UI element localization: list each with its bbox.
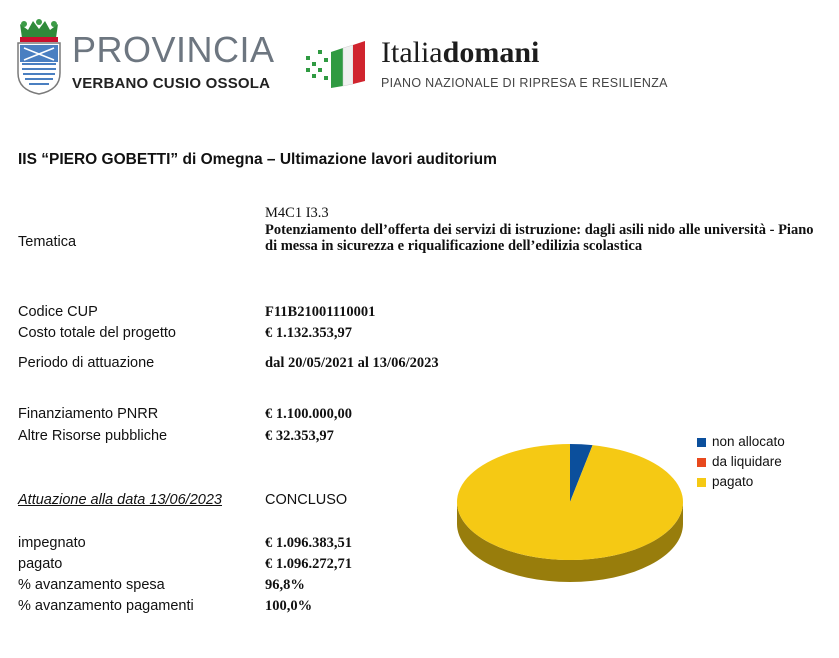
- legend-label: non allocato: [712, 434, 785, 449]
- legend-label: pagato: [712, 474, 754, 489]
- provincia-subtitle: VERBANO CUSIO OSSOLA: [72, 75, 271, 92]
- chart-legend: [697, 432, 785, 492]
- av-spesa-value: 96,8%: [265, 577, 305, 593]
- pagato-value: € 1.096.272,71: [265, 556, 352, 572]
- impegnato-label: impegnato: [18, 535, 86, 551]
- periodo-label: Periodo di attuazione: [18, 355, 155, 371]
- legend-label: da liquidare: [712, 454, 782, 469]
- legend-item-pagato: [697, 472, 785, 492]
- periodo-value: dal 20/05/2021 al 13/06/2023: [265, 355, 439, 371]
- provincia-crest-icon: [10, 18, 68, 96]
- italiadomani-subtitle: PIANO NAZIONALE DI RIPRESA E RESILIENZA: [381, 76, 668, 90]
- project-title: IIS “PIERO GOBETTI” di Omegna – Ultimazione lavori auditorium: [18, 151, 497, 168]
- italia-flag-icon: [303, 38, 373, 94]
- pnrr-value: € 1.100.000,00: [265, 406, 352, 422]
- cup-value: F11B21001110001: [265, 304, 376, 320]
- av-spesa-label: % avanzamento spesa: [18, 577, 165, 593]
- provincia-wordmark: PROVINCIA: [72, 29, 275, 70]
- pnrr-label: Finanziamento PNRR: [18, 406, 159, 422]
- legend-swatch: [697, 458, 706, 467]
- av-pagamenti-value: 100,0%: [265, 598, 313, 614]
- tematica-code: M4C1 I3.3: [265, 205, 329, 221]
- provincia-logo: [10, 18, 275, 96]
- legend-item-da-liquidare: [697, 452, 785, 472]
- legend-item-non-allocato: [697, 432, 785, 452]
- av-pagamenti-label: % avanzamento pagamenti: [18, 598, 194, 614]
- tematica-label: Tematica: [18, 234, 77, 250]
- tematica-value: [265, 205, 825, 255]
- italiadomani-logo: [303, 38, 683, 98]
- costo-value: € 1.132.353,97: [265, 325, 352, 341]
- italiadomani-wordmark: Italiadomani: [381, 36, 540, 69]
- legend-swatch: [697, 478, 706, 487]
- impegnato-value: € 1.096.383,51: [265, 535, 352, 551]
- altre-value: € 32.353,97: [265, 428, 334, 444]
- costo-label: Costo totale del progetto: [18, 325, 176, 341]
- attuazione-status: CONCLUSO: [265, 492, 348, 508]
- attuazione-label: Attuazione alla data 13/06/2023: [18, 492, 222, 508]
- tematica-text: Potenziamento dell’offerta dei servizi di istruzione: dagli asili nido alle università - Piano di messa in sicurezza e riqualificazione dell’edilizia scolastica: [265, 221, 814, 254]
- pie-slice-pagato: [457, 444, 683, 560]
- altre-label: Altre Risorse pubbliche: [18, 428, 168, 444]
- cup-label: Codice CUP: [18, 304, 98, 320]
- pagato-label: pagato: [18, 556, 63, 572]
- legend-swatch: [697, 438, 706, 447]
- pie-chart: [450, 440, 695, 600]
